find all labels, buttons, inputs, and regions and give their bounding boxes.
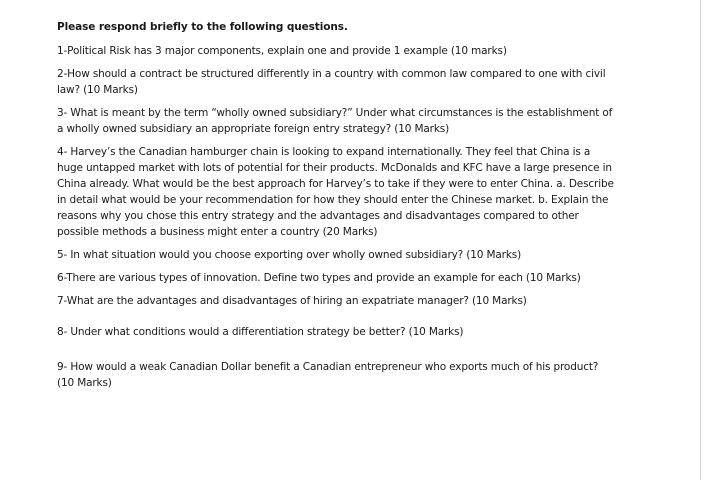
page-edge-divider: [700, 0, 711, 480]
question-9: 9- How would a weak Canadian Dollar benefit a Canadian entrepreneur who exports much of his product? (10 Marks): [57, 361, 599, 389]
question-1: 1-Political Risk has 3 major components, explain one and provide 1 example (10 marks): [57, 45, 507, 57]
question-3: 3- What is meant by the term “wholly owned subsidiary?” Under what circumstances is the establishment of a wholly owned subsidiary an appropriate foreign entry strategy? (10 Marks): [57, 107, 613, 135]
question-5: 5- In what situation would you choose exporting over wholly owned subsidiary? (10 Marks): [57, 249, 522, 261]
document-body: [57, 19, 617, 398]
question-2: 2-How should a contract be structured differently in a country with common law compared to one with civil law? (10 Marks): [57, 68, 606, 96]
question-4: 4- Harvey’s the Canadian hamburger chain is looking to expand internationally. They feel that China is a huge untapped market with lots of potential for their products. McDonalds and KFC have a large presence in China already. What would be the best approach for Harvey’s to take if they were to enter China. a. Describe in detail what would be your recommendation for how they should enter the Chinese market. b. Explain the reasons why you chose this entry strategy and the advantages and disadvantages compared to other possible methods a business might enter a country (20 Marks): [57, 146, 614, 238]
instructions-heading: Please respond briefly to the following questions.: [57, 21, 348, 33]
question-8: 8- Under what conditions would a differentiation strategy be better? (10 Marks): [57, 326, 464, 338]
question-6: 6-There are various types of innovation. Define two types and provide an example for each (10 Marks): [57, 272, 581, 284]
question-7: 7-What are the advantages and disadvantages of hiring an expatriate manager? (10 Marks): [57, 295, 527, 307]
